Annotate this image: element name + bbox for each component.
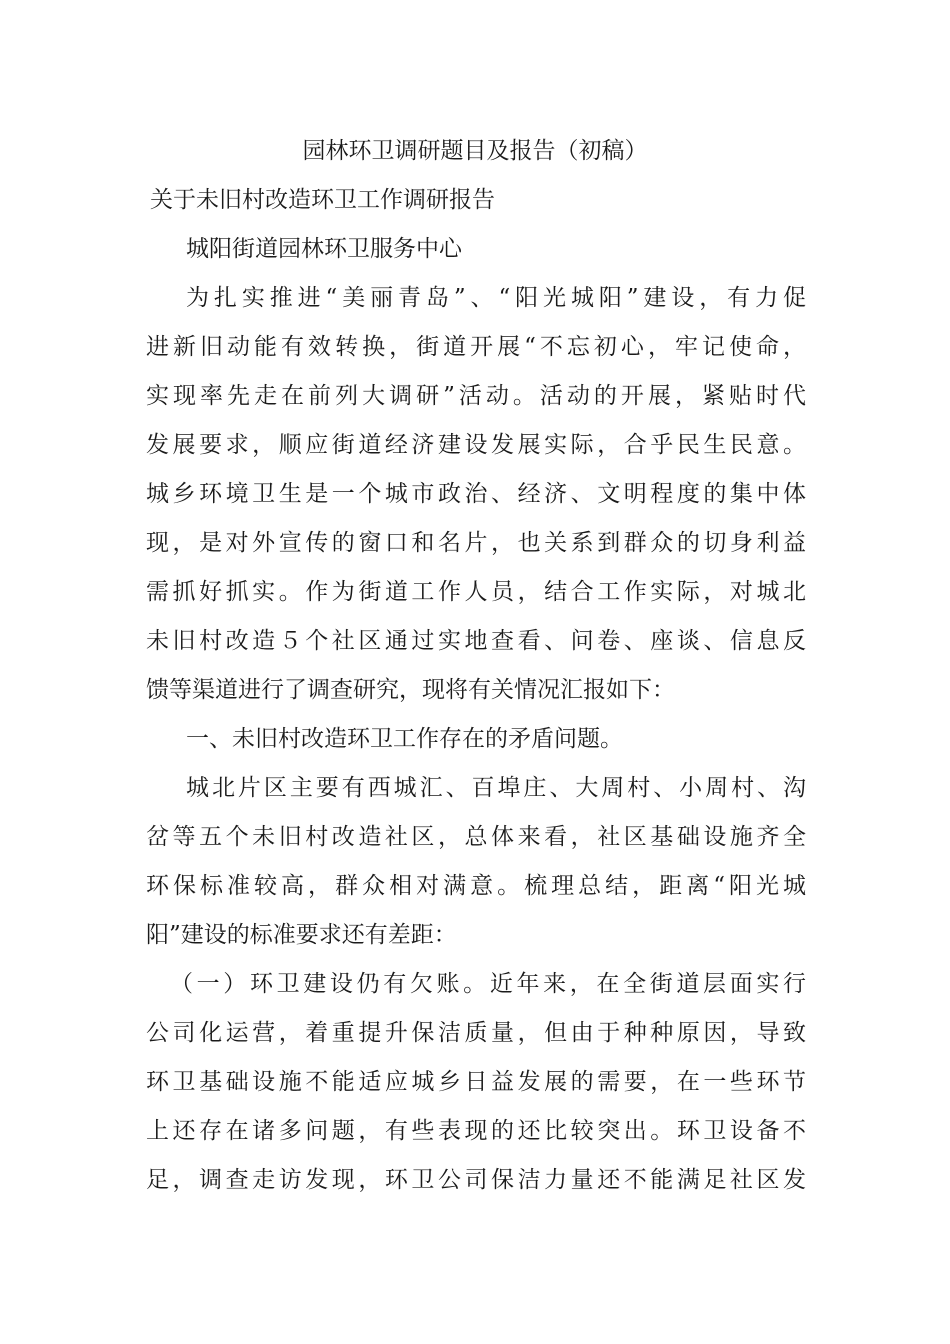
body-line: 进新旧动能有效转换，街道开展“不忘初心，牢记使命，: [146, 334, 806, 360]
body-line: 公司化运营，着重提升保洁质量，但由于种种原因，导致: [146, 1020, 806, 1046]
body-line: 实现率先走在前列大调研”活动。活动的开展，紧贴时代: [146, 383, 806, 409]
body-line: 岔等五个未旧村改造社区，总体来看，社区基础设施齐全: [146, 824, 806, 850]
subsection-line: （一）环卫建设仍有欠账。近年来，在全街道层面实行: [170, 971, 806, 997]
body-line: 发展要求，顺应街道经济建设发展实际，合乎民生民意。: [146, 432, 806, 458]
document-title: 园林环卫调研题目及报告（初稿）: [302, 138, 648, 164]
body-line: 为扎实推进“美丽青岛”、“阳光城阳”建设，有力促: [186, 285, 806, 311]
body-line: 环卫基础设施不能适应城乡日益发展的需要，在一些环节: [146, 1069, 806, 1095]
body-line: 城北片区主要有西城汇、百埠庄、大周村、小周村、沟: [186, 775, 806, 801]
section-heading: 一、未旧村改造环卫工作存在的矛盾问题。: [186, 726, 623, 752]
body-line: 需抓好抓实。作为街道工作人员，结合工作实际，对城北: [146, 579, 806, 605]
body-line: 上还存在诸多问题，有些表现的还比较突出。环卫设备不: [146, 1118, 806, 1144]
report-subtitle: 关于未旧村改造环卫工作调研报告: [150, 187, 495, 213]
body-line: 城乡环境卫生是一个城市政治、经济、文明程度的集中体: [146, 481, 806, 507]
report-unit: 城阳街道园林环卫服务中心: [186, 236, 462, 262]
body-line: 环保标准较高，群众相对满意。梳理总结，距离“阳光城: [146, 873, 806, 899]
body-line: 阳”建设的标准要求还有差距：: [146, 922, 457, 948]
body-line: 未旧村改造５个社区通过实地查看、问卷、座谈、信息反: [146, 628, 806, 654]
body-line: 足，调查走访发现，环卫公司保洁力量还不能满足社区发: [146, 1167, 806, 1193]
body-line: 现，是对外宣传的窗口和名片，也关系到群众的切身利益: [146, 530, 806, 556]
body-line: 馈等渠道进行了调查研究，现将有关情况汇报如下：: [146, 677, 675, 703]
